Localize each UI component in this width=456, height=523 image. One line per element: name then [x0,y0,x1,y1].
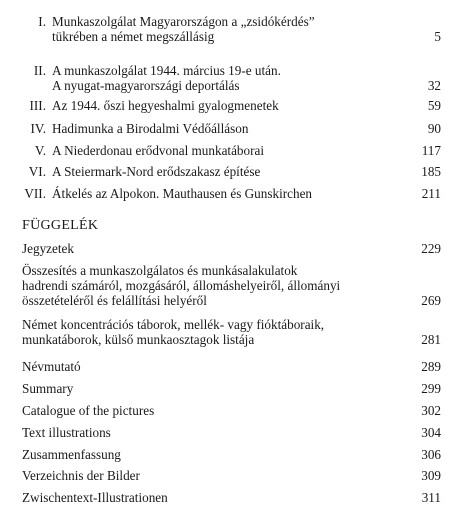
appendix-title [22,403,411,418]
chapter-number: III. [29,98,46,113]
page-number: 311 [421,490,441,505]
appendix-title [22,468,411,483]
page-number: 289 [421,359,441,374]
page-number: 306 [421,447,441,462]
appendix-title [22,263,411,308]
chapter-title [52,164,411,179]
appendix-title-line: Összesítés a munkaszolgálatos és munkásalakulatok [22,263,298,278]
page-number: 211 [421,186,441,201]
page-number: 281 [421,332,441,347]
toc-entry-chapter-7 [22,186,441,201]
page-number: 302 [421,403,441,418]
appendix-title-line: munkatáborok, külső munkaosztagok listája [22,332,255,347]
chapter-title [52,143,411,158]
page-number: 5 [434,29,441,44]
chapter-title-line: A nyugat-magyarországi deportálás [52,78,240,93]
toc-entry-chapter-6 [22,164,441,179]
page-number: 299 [421,381,441,396]
appendix-title-line: Névmutató [22,359,81,374]
toc-entry-appendix [22,403,441,418]
toc-entry-chapter-3 [22,98,441,113]
chapter-title-line: Hadimunka a Birodalmi Védőálláson [52,121,249,136]
chapter-title-line: Munkaszolgálat Magyarországon a „zsidókérdés” [52,14,315,29]
chapter-title-line: A Niederdonau erődvonal munkatáborai [52,143,265,158]
appendix-title-line: Zusammenfassung [22,447,121,462]
appendix-title-line: összetételéről és felállítási helyéről [22,293,207,308]
page-number: 59 [427,98,441,113]
chapter-title [52,63,411,93]
toc-entry-appendix [22,425,441,440]
toc-entry-appendix [22,263,441,308]
page-number: 309 [421,468,441,483]
chapter-title [52,98,411,113]
page-number: 90 [427,121,441,136]
toc-entry-chapter-5 [22,143,441,158]
chapter-title-line: Az 1944. őszi hegyeshalmi gyalogmenetek [52,98,279,113]
chapter-number: VII. [24,186,46,201]
appendix-title [22,490,411,505]
appendix-title-line: hadrendi számáról, mozgásáról, állomáshelyeiről, állományi [22,278,341,293]
page-number: 304 [421,425,441,440]
toc-entry-appendix [22,241,441,256]
appendix-title [22,317,411,347]
toc-entry-chapter-4 [22,121,441,136]
toc-entry-chapter-1 [22,14,441,44]
chapter-number: II. [33,63,46,78]
appendix-title [22,447,411,462]
page-number: 269 [421,293,441,308]
chapter-title [52,186,411,201]
appendix-heading: FÜGGELÉK [22,218,99,233]
appendix-title-line: Text illustrations [22,425,111,440]
page-number: 32 [427,78,441,93]
chapter-title-line: Átkelés az Alpokon. Mauthausen és Gunskirchen [52,186,313,201]
page-number: 117 [421,143,441,158]
chapter-number: VI. [28,164,46,179]
toc-entry-chapter-2 [22,63,441,93]
appendix-title-line: Zwischentext-Illustrationen [22,490,168,505]
toc-entry-appendix [22,381,441,396]
toc-entry-appendix [22,490,441,505]
appendix-title [22,241,411,256]
toc-entry-appendix [22,447,441,462]
toc-entry-appendix [22,359,441,374]
appendix-title [22,425,411,440]
appendix-title-line: Catalogue of the pictures [22,403,155,418]
toc-entry-appendix [22,468,441,483]
chapter-title [52,121,411,136]
chapter-title-line: A munkaszolgálat 1944. március 19-e után. [52,63,281,78]
toc-entry-appendix [22,317,441,347]
chapter-title [52,14,411,44]
appendix-title [22,359,411,374]
chapter-number: IV. [30,121,46,136]
appendix-title-line: Jegyzetek [22,241,74,256]
chapter-number: V. [34,143,46,158]
chapter-number: I. [38,14,46,29]
appendix-title-line: Summary [22,381,74,396]
chapter-title-line: tükrében a német megszállásig [52,29,215,44]
chapter-title-line: A Steiermark-Nord erődszakasz építése [52,164,261,179]
page-number: 185 [421,164,441,179]
page-number: 229 [421,241,441,256]
appendix-title [22,381,411,396]
appendix-title-line: Verzeichnis der Bilder [22,468,140,483]
appendix-title-line: Német koncentrációs táborok, mellék- vagy fióktáboraik, [22,317,325,332]
